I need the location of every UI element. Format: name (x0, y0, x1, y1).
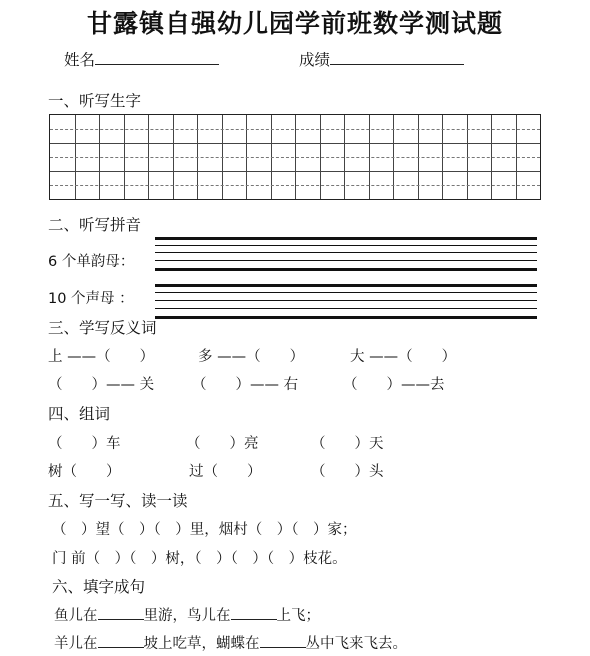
section-2-heading: 二、听写拼音 (48, 216, 142, 234)
fill-blank[interactable] (260, 633, 306, 648)
fill-blank[interactable] (98, 633, 144, 648)
poem-line-1[interactable]: （ ）望（ ）（ ）里，烟村（ ）（ ）家； (52, 522, 357, 538)
word-item[interactable]: （ ）天 (311, 436, 384, 452)
word-item[interactable]: （ ）车 (48, 436, 121, 452)
fill-blank[interactable] (98, 605, 144, 620)
name-blank[interactable] (95, 50, 219, 65)
section-3-heading: 三、学写反义词 (48, 319, 157, 337)
sentence-text: 上飞； (276, 608, 320, 624)
word-item[interactable]: （ ）头 (311, 464, 384, 480)
grid-row-line (50, 171, 540, 172)
pinyin-line (155, 260, 537, 261)
sentence-text: 羊儿在 (54, 636, 98, 652)
section-5-heading: 五、写一写、读一读 (48, 492, 188, 510)
name-field[interactable] (64, 48, 219, 70)
score-label: 成绩 (299, 51, 331, 69)
section-1-heading: 一、听写生字 (48, 92, 142, 110)
word-item[interactable]: （ ）亮 (186, 436, 259, 452)
fill-sentence-2 (54, 632, 407, 653)
grid-midline (50, 129, 540, 130)
antonym-item[interactable]: 多 ——（ ） (198, 349, 305, 365)
antonym-item[interactable]: （ ）—— 关 (48, 377, 155, 393)
fill-blank[interactable] (231, 605, 277, 620)
section-6-heading: 六、填字成句 (52, 578, 146, 596)
section-4-heading: 四、组词 (48, 405, 111, 423)
initials-label: 10 个声母 ： (48, 291, 134, 307)
page-title: 甘露镇自强幼儿园学前班数学测试题 (86, 9, 503, 38)
sentence-text: 坡上吃草，蝴蝶在 (143, 636, 260, 652)
pinyin-line (155, 300, 537, 301)
antonym-item[interactable]: （ ）—— 右 (192, 377, 299, 393)
character-writing-grid[interactable] (49, 114, 541, 200)
poem-line-2[interactable]: 门 前（ ）（ ）树，（ ）（ ）（ ）枝花。 (52, 551, 347, 567)
score-blank[interactable] (330, 50, 464, 65)
grid-row-line (50, 143, 540, 144)
pinyin-line (155, 308, 537, 309)
pinyin-line (155, 268, 537, 271)
fill-sentence-1 (54, 604, 320, 625)
pinyin-line (155, 252, 537, 253)
name-label: 姓名 (64, 51, 96, 69)
word-item[interactable]: 树（ ） (48, 464, 121, 480)
antonym-item[interactable]: （ ）——去 (343, 377, 445, 393)
pinyin-line (155, 292, 537, 293)
word-item[interactable]: 过（ ） (189, 464, 262, 480)
grid-midline (50, 185, 540, 186)
sentence-text: 鱼儿在 (54, 608, 98, 624)
antonym-item[interactable]: 上 ——（ ） (48, 349, 155, 365)
antonym-item[interactable]: 大 ——（ ） (350, 349, 457, 365)
grid-midline (50, 157, 540, 158)
score-field[interactable] (299, 48, 464, 70)
pinyin-line (155, 284, 537, 287)
vowels-label: 6 个单韵母： (48, 254, 135, 270)
pinyin-line (155, 245, 537, 246)
pinyin-line (155, 316, 537, 319)
sentence-text: 里游，鸟儿在 (143, 608, 231, 624)
sentence-text: 丛中飞来飞去。 (305, 636, 407, 652)
pinyin-line (155, 237, 537, 240)
